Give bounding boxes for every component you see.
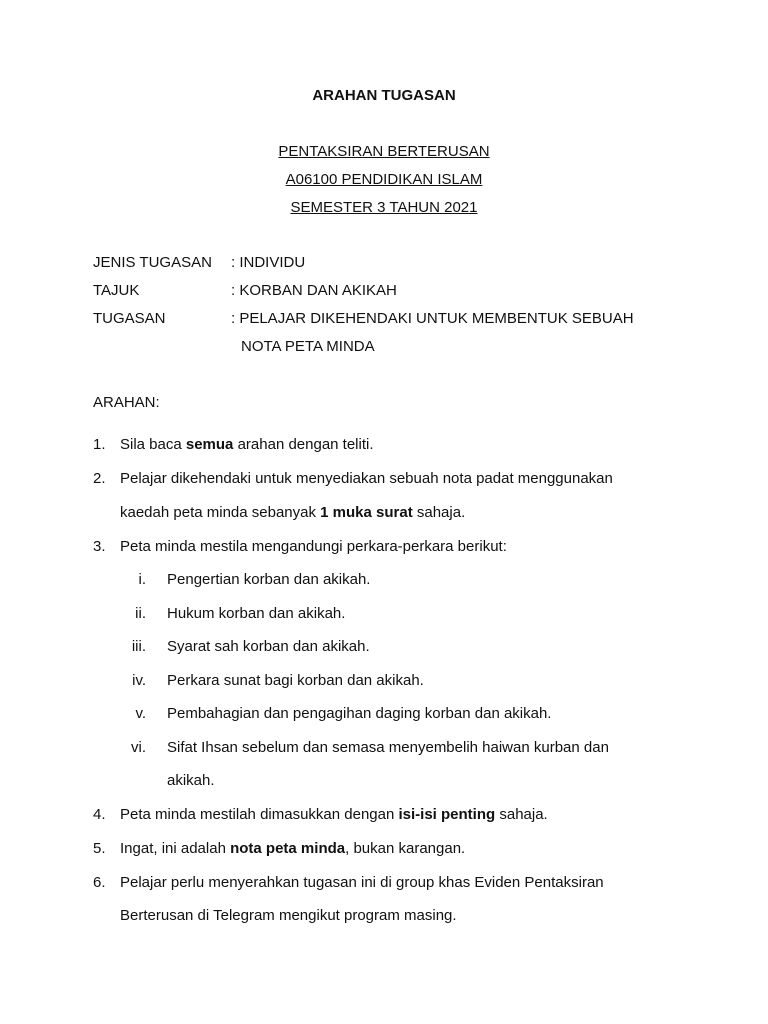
list-item-number: 2. (93, 470, 106, 487)
list-item-2 (93, 469, 733, 489)
sub-item-number: i. (138, 571, 146, 588)
list-item-bold: semua (185, 436, 234, 453)
list-item-2-cont (120, 503, 465, 523)
sub-item-6-cont: akikah. (167, 772, 215, 789)
info-val-jenis: : INDIVIDU (231, 254, 306, 271)
sub-item-5 (110, 704, 551, 724)
sub-item-2 (110, 604, 345, 624)
list-item-text: Ingat, ini adalah (120, 840, 231, 857)
sub-item-3 (110, 637, 370, 657)
list-item-1 (93, 435, 733, 455)
document-title: ARAHAN TUGASAN (312, 87, 456, 104)
list-item-bold: nota peta minda (230, 840, 346, 857)
list-item-3 (93, 537, 733, 557)
info-key-jenis: JENIS TUGASAN (93, 254, 212, 271)
info-key-tajuk: TAJUK (93, 282, 140, 299)
list-item-text: arahan dengan teliti. (233, 436, 374, 453)
list-item-text: Pelajar dikehendaki untuk menyediakan sebuah nota padat menggunakan (120, 470, 613, 487)
list-item-text: Peta minda mestilah dimasukkan dengan (120, 806, 399, 823)
list-item-number: 3. (93, 538, 106, 555)
list-item-text: kaedah peta minda sebanyak (120, 504, 321, 521)
info-val-tugasan-cont: NOTA PETA MINDA (241, 338, 375, 355)
sub-item-number: v. (135, 705, 146, 722)
list-item-text: sahaja. (412, 504, 466, 521)
list-item-number: 6. (93, 874, 106, 891)
sub-item-text: Pengertian korban dan akikah. (167, 571, 371, 588)
sub-item-number: ii. (135, 605, 146, 622)
list-item-number: 5. (93, 840, 106, 857)
info-row-tugasan (93, 309, 634, 329)
list-item-bold: 1 muka surat (320, 504, 413, 521)
sub-item-number: iv. (132, 672, 146, 689)
sub-item-1 (110, 570, 370, 590)
sub-item-4 (110, 671, 424, 691)
info-row-jenis (93, 253, 305, 273)
sub-item-text: Perkara sunat bagi korban dan akikah. (167, 672, 424, 689)
list-item-6 (93, 873, 733, 893)
list-item-5 (93, 839, 733, 859)
list-item-text: Peta minda mestila mengandungi perkara-perkara berikut: (120, 538, 507, 555)
list-item-bold: isi-isi penting (398, 806, 496, 823)
info-key-tugasan: TUGASAN (93, 310, 166, 327)
info-row-tajuk (93, 281, 397, 301)
sub-item-text: Syarat sah korban dan akikah. (167, 638, 370, 655)
list-item-number: 1. (93, 436, 106, 453)
sub-item-number: vi. (131, 739, 146, 756)
sub-item-6 (110, 738, 609, 758)
list-item-text: sahaja. (495, 806, 548, 823)
list-item-6-cont: Berterusan di Telegram mengikut program masing. (120, 907, 457, 924)
list-item-number: 4. (93, 806, 106, 823)
list-item-4 (93, 805, 733, 825)
list-item-text: , bukan karangan. (345, 840, 466, 857)
semester-year: SEMESTER 3 TAHUN 2021 (290, 199, 478, 216)
list-item-text: Sila baca (120, 436, 186, 453)
list-item-text: Pelajar perlu menyerahkan tugasan ini di group khas Eviden Pentaksiran (120, 874, 604, 891)
sub-item-text: Pembahagian dan pengagihan daging korban dan akikah. (167, 705, 552, 722)
sub-item-text: Sifat Ihsan sebelum dan semasa menyembelih haiwan kurban dan (167, 739, 609, 756)
info-val-tajuk: : KORBAN DAN AKIKAH (231, 282, 397, 299)
assessment-type: PENTAKSIRAN BERTERUSAN (278, 143, 490, 160)
sub-item-number: iii. (131, 638, 146, 655)
arahan-heading: ARAHAN: (93, 394, 160, 411)
sub-item-text: Hukum korban dan akikah. (167, 605, 346, 622)
info-val-tugasan: : PELAJAR DIKEHENDAKI UNTUK MEMBENTUK SEBUAH (231, 310, 634, 327)
course-code: A06100 PENDIDIKAN ISLAM (285, 171, 483, 188)
